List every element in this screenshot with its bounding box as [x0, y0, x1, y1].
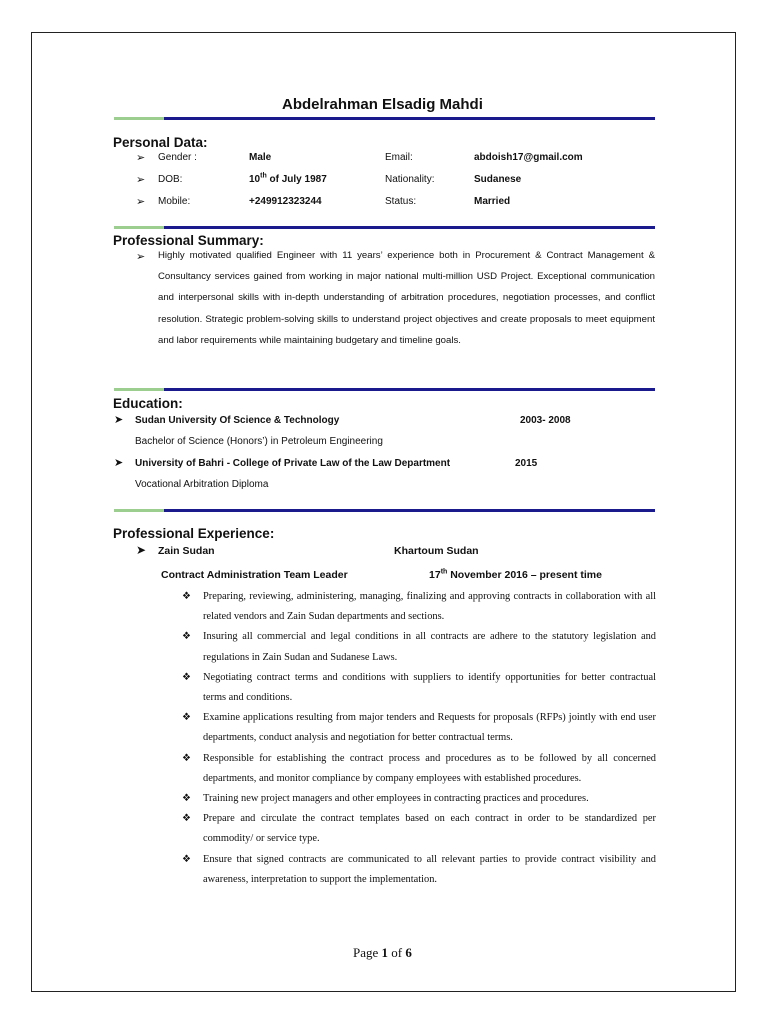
arrow-bullet-icon: ➤ — [114, 414, 124, 426]
education-school: Sudan University Of Science & Technology — [135, 415, 340, 426]
company-name: Zain Sudan — [158, 545, 215, 557]
diamond-bullet-icon: ❖ — [182, 671, 191, 683]
list-item: ❖ Responsible for establishing the contract process and procedures as to be followed by all concerned departments, and monitor compliance by company employees with established procedures. — [182, 749, 656, 789]
list-item: ❖ Training new project managers and other employees in contracting practices and procedures. — [182, 789, 656, 809]
summary-heading: Professional Summary: — [113, 233, 264, 248]
gender-value: Male — [249, 152, 272, 163]
education-years: 2003- 2008 — [520, 415, 571, 426]
list-item: ❖ Ensure that signed contracts are communicated to all relevant parties to provide contract visibility and awareness, interpretation to support the implementation. — [182, 850, 656, 890]
nationality-label: Nationality: — [385, 174, 435, 185]
diamond-bullet-icon: ❖ — [182, 591, 191, 602]
dob-value: 10th of July 1987 — [249, 172, 327, 185]
arrow-bullet-icon: ➢ — [136, 196, 146, 208]
experience-heading: Professional Experience: — [113, 526, 275, 541]
diamond-bullet-icon: ❖ — [182, 853, 191, 865]
gender-label: Gender : — [158, 152, 197, 163]
job-title: Contract Administration Team Leader — [161, 569, 348, 581]
responsibilities-list — [182, 587, 656, 890]
section-divider — [114, 117, 655, 120]
diamond-bullet-icon: ❖ — [182, 813, 191, 825]
email-value: abdoish17@gmail.com — [474, 152, 583, 163]
status-value: Married — [474, 196, 511, 207]
arrow-bullet-icon: ➢ — [136, 251, 146, 263]
education-degree: Bachelor of Science (Honors’) in Petroleum Engineering — [135, 436, 383, 447]
summary-text: Highly motivated qualified Engineer with 11 years’ experience both in Procurement & Contract Management & Consultancy services gained from working in major national multi-million USD Project. Exceptional communication and interpersonal skills with in-depth understanding of arbitration procedures, negotiation processes, and conflict resolution. Strategic problem-solving skills to understand project objectives and create proposals to meet equipment and labor requirements while maintaining budgetary and timeline goals. — [158, 250, 655, 346]
nationality-value: Sudanese — [474, 174, 522, 185]
mobile-label: Mobile: — [158, 196, 191, 207]
list-item: ❖ Examine applications resulting from major tenders and Requests for proposals (RFPs) jointly with end user departments, conduct analysis and negotiation for better contractual terms. — [182, 708, 656, 748]
list-item: ❖ Insuring all commercial and legal conditions in all contracts are adhere to the statutory legislation and regulations in Zain Sudan and Sudanese Laws. — [182, 627, 656, 667]
status-label: Status: — [385, 196, 417, 207]
job-dates: 17th November 2016 – present time — [429, 568, 602, 581]
education-years: 2015 — [515, 458, 538, 469]
section-divider — [114, 388, 655, 391]
company-location: Khartoum Sudan — [394, 545, 479, 557]
page-number: Page 1 of 6 — [353, 945, 412, 960]
dob-label: DOB: — [158, 174, 183, 185]
arrow-bullet-icon: ➤ — [136, 543, 147, 557]
candidate-name: Abdelrahman Elsadig Mahdi — [282, 96, 483, 113]
section-divider — [114, 509, 655, 512]
education-heading: Education: — [113, 396, 183, 411]
personal-data-heading: Personal Data: — [113, 135, 208, 150]
diamond-bullet-icon: ❖ — [182, 793, 191, 805]
education-school: University of Bahri - College of Private Law of the Law Department — [135, 458, 451, 469]
mobile-value: +249912323244 — [249, 196, 322, 207]
education-degree: Vocational Arbitration Diploma — [135, 479, 269, 490]
diamond-bullet-icon: ❖ — [182, 631, 191, 643]
arrow-bullet-icon: ➢ — [136, 174, 146, 186]
diamond-bullet-icon: ❖ — [182, 752, 191, 764]
list-item: ❖ Negotiating contract terms and conditions with suppliers to identify opportunities for better contractual terms and conditions. — [182, 668, 656, 708]
arrow-bullet-icon: ➢ — [136, 152, 146, 164]
list-item: ❖ Prepare and circulate the contract templates based on each contract in order to be standardized per commodity/ or service type. — [182, 809, 656, 849]
email-label: Email: — [385, 152, 413, 163]
diamond-bullet-icon: ❖ — [182, 712, 191, 724]
arrow-bullet-icon: ➤ — [114, 457, 124, 469]
section-divider — [114, 226, 655, 229]
list-item: ❖ Preparing, reviewing, administering, managing, finalizing and approving contracts in collaboration with all related vendors and Zain Sudan departments and sections. — [182, 587, 656, 627]
